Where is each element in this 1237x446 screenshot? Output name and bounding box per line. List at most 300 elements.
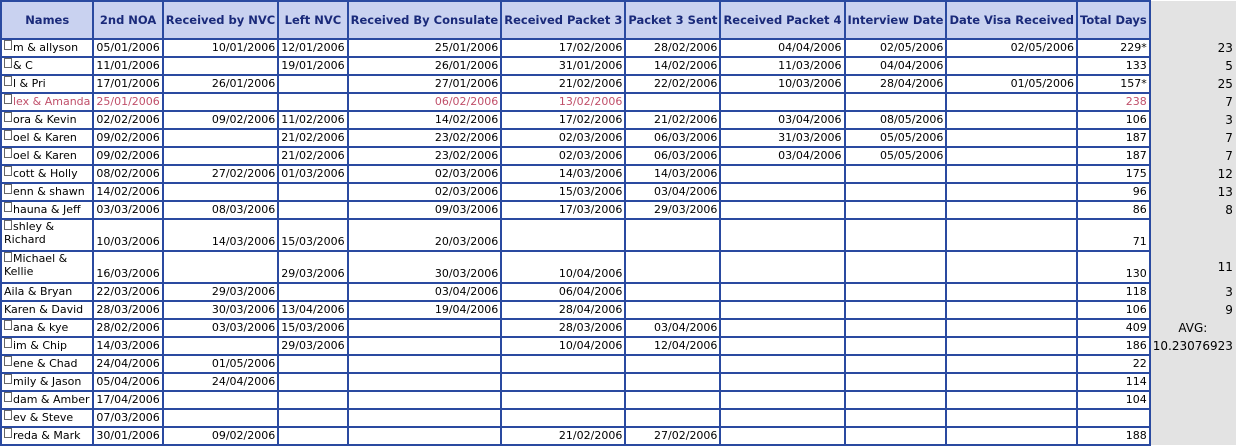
header-date-visa-received[interactable]: Date Visa Received bbox=[946, 1, 1077, 39]
cell-p4[interactable] bbox=[720, 319, 844, 337]
cell-side-value[interactable]: 25 bbox=[1150, 75, 1236, 93]
cell-noa[interactable]: 16/03/2006 bbox=[93, 251, 162, 283]
cell-total[interactable]: 86 bbox=[1077, 201, 1150, 219]
cell-visa[interactable] bbox=[946, 93, 1077, 111]
cell-name-text: enn & shawn bbox=[13, 185, 85, 198]
cell-name[interactable] bbox=[1, 301, 93, 319]
header-names[interactable]: Names bbox=[1, 1, 93, 39]
cell-visa[interactable] bbox=[946, 427, 1077, 445]
cell-visa[interactable] bbox=[946, 111, 1077, 129]
cell-name[interactable] bbox=[1, 147, 93, 165]
cell-p3r[interactable] bbox=[501, 409, 625, 427]
cell-cons[interactable]: 27/01/2006 bbox=[348, 75, 502, 93]
cell-nvc[interactable]: 08/03/2006 bbox=[163, 201, 278, 219]
cell-visa[interactable] bbox=[946, 57, 1077, 75]
cell-visa[interactable] bbox=[946, 319, 1077, 337]
cell-cons[interactable]: 02/03/2006 bbox=[348, 183, 502, 201]
cell-total[interactable]: 22 bbox=[1077, 355, 1150, 373]
cell-name[interactable] bbox=[1, 39, 93, 57]
cell-p4[interactable] bbox=[720, 251, 844, 283]
cell-name[interactable] bbox=[1, 183, 93, 201]
cell-cons[interactable]: 30/03/2006 bbox=[348, 251, 502, 283]
cell-cons[interactable]: 19/04/2006 bbox=[348, 301, 502, 319]
cell-side-value[interactable] bbox=[1150, 355, 1236, 373]
cell-noa[interactable]: 11/01/2006 bbox=[93, 57, 162, 75]
cell-left[interactable] bbox=[278, 201, 347, 219]
cell-total[interactable]: 175 bbox=[1077, 165, 1150, 183]
cell-cons[interactable]: 23/02/2006 bbox=[348, 147, 502, 165]
cell-visa[interactable] bbox=[946, 373, 1077, 391]
cell-name-text: Aila & Bryan bbox=[4, 285, 73, 298]
cell-noa[interactable]: 02/02/2006 bbox=[93, 111, 162, 129]
cell-visa[interactable] bbox=[946, 219, 1077, 251]
cell-name[interactable] bbox=[1, 219, 93, 251]
cell-int[interactable] bbox=[845, 201, 947, 219]
cell-p3r[interactable]: 10/04/2006 bbox=[501, 251, 625, 283]
cell-name[interactable] bbox=[1, 165, 93, 183]
cell-side-value[interactable]: 7 bbox=[1150, 129, 1236, 147]
cell-p3r[interactable]: 06/04/2006 bbox=[501, 283, 625, 301]
cell-side-value[interactable]: 3 bbox=[1150, 283, 1236, 301]
cell-cons[interactable] bbox=[348, 337, 502, 355]
cell-name-text: mily & Jason bbox=[13, 375, 82, 388]
cell-name-text: im & Chip bbox=[13, 339, 68, 352]
cell-left[interactable] bbox=[278, 355, 347, 373]
cell-p4[interactable]: 03/04/2006 bbox=[720, 147, 844, 165]
header-left-nvc[interactable]: Left NVC bbox=[278, 1, 347, 39]
cell-p3s[interactable]: 22/02/2006 bbox=[625, 75, 720, 93]
comment-icon bbox=[4, 148, 12, 158]
cell-p4[interactable] bbox=[720, 355, 844, 373]
cell-total[interactable]: 71 bbox=[1077, 219, 1150, 251]
cell-p3r[interactable]: 15/03/2006 bbox=[501, 183, 625, 201]
cell-p3r[interactable] bbox=[501, 219, 625, 251]
cell-side-value[interactable]: 12 bbox=[1150, 165, 1236, 183]
cell-noa[interactable]: 03/03/2006 bbox=[93, 201, 162, 219]
comment-icon bbox=[4, 58, 12, 68]
cell-cons[interactable]: 25/01/2006 bbox=[348, 39, 502, 57]
cell-name-text: oel & Karen bbox=[13, 149, 77, 162]
cell-visa[interactable]: 02/05/2006 bbox=[946, 39, 1077, 57]
cell-side-value[interactable] bbox=[1150, 219, 1236, 251]
cell-int[interactable] bbox=[845, 319, 947, 337]
cell-name-text: shley & Richard bbox=[4, 220, 55, 246]
cell-noa[interactable]: 14/02/2006 bbox=[93, 183, 162, 201]
comment-icon bbox=[4, 202, 12, 212]
cell-int[interactable]: 28/04/2006 bbox=[845, 75, 947, 93]
cell-noa[interactable]: 07/03/2006 bbox=[93, 409, 162, 427]
header-received-by-nvc[interactable]: Received by NVC bbox=[163, 1, 278, 39]
cell-side-value[interactable] bbox=[1150, 373, 1236, 391]
cell-nvc[interactable]: 14/03/2006 bbox=[163, 219, 278, 251]
cell-cons[interactable] bbox=[348, 427, 502, 445]
cell-nvc[interactable] bbox=[163, 337, 278, 355]
cell-int[interactable] bbox=[845, 165, 947, 183]
cell-left[interactable]: 29/03/2006 bbox=[278, 251, 347, 283]
cell-p3s[interactable] bbox=[625, 301, 720, 319]
cell-left[interactable] bbox=[278, 373, 347, 391]
cell-cons[interactable]: 02/03/2006 bbox=[348, 165, 502, 183]
cell-noa[interactable]: 17/01/2006 bbox=[93, 75, 162, 93]
cell-total[interactable] bbox=[1077, 409, 1150, 427]
cell-noa[interactable]: 28/02/2006 bbox=[93, 319, 162, 337]
cell-side-value[interactable]: 10.23076923 bbox=[1150, 337, 1236, 355]
cell-int[interactable] bbox=[845, 183, 947, 201]
cell-noa[interactable]: 09/02/2006 bbox=[93, 147, 162, 165]
cell-left[interactable]: 15/03/2006 bbox=[278, 219, 347, 251]
cell-nvc[interactable]: 30/03/2006 bbox=[163, 301, 278, 319]
cell-side-value[interactable]: AVG: bbox=[1150, 319, 1236, 337]
cell-int[interactable]: 05/05/2006 bbox=[845, 147, 947, 165]
cell-cons[interactable]: 03/04/2006 bbox=[348, 283, 502, 301]
cell-left[interactable] bbox=[278, 283, 347, 301]
cell-left[interactable]: 11/02/2006 bbox=[278, 111, 347, 129]
cell-noa[interactable]: 25/01/2006 bbox=[93, 93, 162, 111]
cell-p4[interactable]: 04/04/2006 bbox=[720, 39, 844, 57]
cell-nvc[interactable] bbox=[163, 129, 278, 147]
cell-p3s[interactable] bbox=[625, 283, 720, 301]
cell-nvc[interactable]: 26/01/2006 bbox=[163, 75, 278, 93]
cell-nvc[interactable]: 24/04/2006 bbox=[163, 373, 278, 391]
cell-p3s[interactable]: 21/02/2006 bbox=[625, 111, 720, 129]
cell-left[interactable] bbox=[278, 75, 347, 93]
cell-p3s[interactable]: 03/04/2006 bbox=[625, 183, 720, 201]
cell-p3r[interactable]: 28/04/2006 bbox=[501, 301, 625, 319]
cell-int[interactable]: 08/05/2006 bbox=[845, 111, 947, 129]
header-interview-date[interactable]: Interview Date bbox=[845, 1, 947, 39]
cell-total[interactable]: 186 bbox=[1077, 337, 1150, 355]
comment-icon bbox=[4, 338, 12, 348]
cell-name-text: ora & Kevin bbox=[13, 113, 77, 126]
cell-total[interactable]: 96 bbox=[1077, 183, 1150, 201]
cell-p3s[interactable]: 06/03/2006 bbox=[625, 129, 720, 147]
table-row bbox=[1, 75, 1236, 93]
cell-left[interactable]: 29/03/2006 bbox=[278, 337, 347, 355]
cell-int[interactable] bbox=[845, 391, 947, 409]
cell-nvc[interactable]: 09/02/2006 bbox=[163, 427, 278, 445]
cell-name[interactable] bbox=[1, 57, 93, 75]
cell-total[interactable]: 229* bbox=[1077, 39, 1150, 57]
cell-p3r[interactable] bbox=[501, 373, 625, 391]
cell-total[interactable]: 114 bbox=[1077, 373, 1150, 391]
cell-name[interactable] bbox=[1, 391, 93, 409]
cell-side-value[interactable]: 3 bbox=[1150, 111, 1236, 129]
cell-noa[interactable]: 09/02/2006 bbox=[93, 129, 162, 147]
cell-cons[interactable]: 20/03/2006 bbox=[348, 219, 502, 251]
cell-total[interactable]: 133 bbox=[1077, 57, 1150, 75]
cell-visa[interactable] bbox=[946, 147, 1077, 165]
cell-left[interactable]: 15/03/2006 bbox=[278, 319, 347, 337]
comment-icon bbox=[4, 252, 12, 262]
cell-nvc[interactable]: 01/05/2006 bbox=[163, 355, 278, 373]
cell-p4[interactable]: 03/04/2006 bbox=[720, 111, 844, 129]
table-row bbox=[1, 373, 1236, 391]
cell-p3s[interactable] bbox=[625, 409, 720, 427]
cell-p3r[interactable] bbox=[501, 355, 625, 373]
cell-total[interactable]: 130 bbox=[1077, 251, 1150, 283]
cell-name-text: l & Pri bbox=[13, 77, 46, 90]
cell-noa[interactable]: 10/03/2006 bbox=[93, 219, 162, 251]
cell-nvc[interactable] bbox=[163, 93, 278, 111]
comment-icon bbox=[4, 184, 12, 194]
cell-int[interactable]: 04/04/2006 bbox=[845, 57, 947, 75]
cell-visa[interactable] bbox=[946, 355, 1077, 373]
cell-total[interactable]: 188 bbox=[1077, 427, 1150, 445]
cell-p3s[interactable]: 14/03/2006 bbox=[625, 165, 720, 183]
cell-int[interactable] bbox=[845, 355, 947, 373]
cell-name[interactable] bbox=[1, 75, 93, 93]
cell-visa[interactable] bbox=[946, 129, 1077, 147]
cell-p3s[interactable]: 29/03/2006 bbox=[625, 201, 720, 219]
table-row bbox=[1, 147, 1236, 165]
cell-name-text: ev & Steve bbox=[13, 411, 74, 424]
cell-total[interactable]: 118 bbox=[1077, 283, 1150, 301]
cell-p3r[interactable]: 17/02/2006 bbox=[501, 111, 625, 129]
cell-int[interactable] bbox=[845, 337, 947, 355]
cell-int[interactable] bbox=[845, 283, 947, 301]
cell-p3r[interactable]: 10/04/2006 bbox=[501, 337, 625, 355]
cell-total[interactable]: 187 bbox=[1077, 129, 1150, 147]
cell-cons[interactable] bbox=[348, 391, 502, 409]
cell-p4[interactable] bbox=[720, 409, 844, 427]
cell-p3r[interactable]: 02/03/2006 bbox=[501, 147, 625, 165]
header-received-by-consulate[interactable]: Received By Consulate bbox=[348, 1, 502, 39]
cell-side-value[interactable]: 7 bbox=[1150, 93, 1236, 111]
cell-nvc[interactable]: 10/01/2006 bbox=[163, 39, 278, 57]
cell-visa[interactable] bbox=[946, 283, 1077, 301]
cell-left[interactable]: 21/02/2006 bbox=[278, 129, 347, 147]
cell-p3s[interactable]: 27/02/2006 bbox=[625, 427, 720, 445]
cell-noa[interactable]: 28/03/2006 bbox=[93, 301, 162, 319]
cell-nvc[interactable] bbox=[163, 391, 278, 409]
cell-name-text: dam & Amber bbox=[13, 393, 90, 406]
cell-left[interactable]: 12/01/2006 bbox=[278, 39, 347, 57]
comment-icon bbox=[4, 130, 12, 140]
cell-cons[interactable] bbox=[348, 355, 502, 373]
cell-p3s[interactable]: 06/03/2006 bbox=[625, 147, 720, 165]
cell-left[interactable] bbox=[278, 93, 347, 111]
cell-p4[interactable] bbox=[720, 219, 844, 251]
cell-p4[interactable]: 10/03/2006 bbox=[720, 75, 844, 93]
cell-name[interactable] bbox=[1, 111, 93, 129]
cell-visa[interactable] bbox=[946, 337, 1077, 355]
cell-name-text: reda & Mark bbox=[13, 429, 81, 442]
table-row bbox=[1, 219, 1236, 251]
cell-nvc[interactable] bbox=[163, 183, 278, 201]
cell-left[interactable]: 01/03/2006 bbox=[278, 165, 347, 183]
cell-side-value[interactable]: 11 bbox=[1150, 251, 1236, 283]
cell-p3s[interactable] bbox=[625, 219, 720, 251]
cell-p4[interactable] bbox=[720, 201, 844, 219]
cell-total[interactable]: 238 bbox=[1077, 93, 1150, 111]
header-packet-3-sent[interactable]: Packet 3 Sent bbox=[625, 1, 720, 39]
cell-nvc[interactable]: 29/03/2006 bbox=[163, 283, 278, 301]
cell-left[interactable] bbox=[278, 409, 347, 427]
cell-visa[interactable]: 01/05/2006 bbox=[946, 75, 1077, 93]
cell-cons[interactable] bbox=[348, 373, 502, 391]
cell-side-value[interactable]: 8 bbox=[1150, 201, 1236, 219]
cell-int[interactable]: 05/05/2006 bbox=[845, 129, 947, 147]
cell-cons[interactable]: 23/02/2006 bbox=[348, 129, 502, 147]
cell-left[interactable] bbox=[278, 391, 347, 409]
cell-p3s[interactable]: 28/02/2006 bbox=[625, 39, 720, 57]
cell-cons[interactable] bbox=[348, 409, 502, 427]
cell-total[interactable]: 157* bbox=[1077, 75, 1150, 93]
cell-side-value[interactable]: 13 bbox=[1150, 183, 1236, 201]
cell-nvc[interactable]: 09/02/2006 bbox=[163, 111, 278, 129]
cell-p3s[interactable]: 14/02/2006 bbox=[625, 57, 720, 75]
cell-side-value[interactable]: 7 bbox=[1150, 147, 1236, 165]
cell-visa[interactable] bbox=[946, 409, 1077, 427]
cell-side-value[interactable]: 5 bbox=[1150, 57, 1236, 75]
cell-name[interactable] bbox=[1, 319, 93, 337]
cell-name-text: Michael & Kellie bbox=[4, 252, 68, 278]
cell-visa[interactable] bbox=[946, 165, 1077, 183]
cell-nvc[interactable]: 27/02/2006 bbox=[163, 165, 278, 183]
cell-int[interactable] bbox=[845, 409, 947, 427]
cell-int[interactable] bbox=[845, 219, 947, 251]
cell-p3r[interactable]: 02/03/2006 bbox=[501, 129, 625, 147]
comment-icon bbox=[4, 392, 12, 402]
cell-name-text: oel & Karen bbox=[13, 131, 77, 144]
cell-int[interactable] bbox=[845, 251, 947, 283]
cell-cons[interactable] bbox=[348, 319, 502, 337]
cell-name[interactable] bbox=[1, 201, 93, 219]
cell-total[interactable]: 187 bbox=[1077, 147, 1150, 165]
cell-side-value[interactable]: 23 bbox=[1150, 39, 1236, 57]
header-total-days[interactable]: Total Days bbox=[1077, 1, 1150, 39]
cell-left[interactable] bbox=[278, 183, 347, 201]
cell-int[interactable]: 02/05/2006 bbox=[845, 39, 947, 57]
header-2nd-noa[interactable]: 2nd NOA bbox=[93, 1, 162, 39]
cell-p4[interactable]: 31/03/2006 bbox=[720, 129, 844, 147]
cell-noa[interactable]: 22/03/2006 bbox=[93, 283, 162, 301]
cell-noa[interactable]: 05/01/2006 bbox=[93, 39, 162, 57]
cell-visa[interactable] bbox=[946, 301, 1077, 319]
cell-visa[interactable] bbox=[946, 391, 1077, 409]
cell-nvc[interactable] bbox=[163, 251, 278, 283]
cell-p3r[interactable]: 13/02/2006 bbox=[501, 93, 625, 111]
cell-p3r[interactable]: 14/03/2006 bbox=[501, 165, 625, 183]
cell-cons[interactable]: 06/02/2006 bbox=[348, 93, 502, 111]
cell-p3s[interactable] bbox=[625, 373, 720, 391]
cell-noa[interactable]: 14/03/2006 bbox=[93, 337, 162, 355]
cell-visa[interactable] bbox=[946, 201, 1077, 219]
cell-total[interactable]: 106 bbox=[1077, 301, 1150, 319]
cell-p3r[interactable] bbox=[501, 391, 625, 409]
cell-nvc[interactable] bbox=[163, 409, 278, 427]
cell-nvc[interactable] bbox=[163, 57, 278, 75]
cell-name[interactable] bbox=[1, 409, 93, 427]
cell-total[interactable]: 104 bbox=[1077, 391, 1150, 409]
cell-total[interactable]: 409 bbox=[1077, 319, 1150, 337]
cell-p4[interactable] bbox=[720, 165, 844, 183]
cell-p4[interactable] bbox=[720, 301, 844, 319]
cell-noa[interactable]: 24/04/2006 bbox=[93, 355, 162, 373]
cell-name[interactable] bbox=[1, 251, 93, 283]
cell-cons[interactable]: 14/02/2006 bbox=[348, 111, 502, 129]
cell-side-value[interactable] bbox=[1150, 409, 1236, 427]
cell-cons[interactable]: 26/01/2006 bbox=[348, 57, 502, 75]
cell-p4[interactable] bbox=[720, 93, 844, 111]
cell-name[interactable] bbox=[1, 427, 93, 445]
cell-nvc[interactable]: 03/03/2006 bbox=[163, 319, 278, 337]
cell-noa[interactable]: 17/04/2006 bbox=[93, 391, 162, 409]
cell-p4[interactable] bbox=[720, 283, 844, 301]
cell-nvc[interactable] bbox=[163, 147, 278, 165]
header-received-packet-3[interactable]: Received Packet 3 bbox=[501, 1, 625, 39]
table-row bbox=[1, 409, 1236, 427]
cell-cons[interactable]: 09/03/2006 bbox=[348, 201, 502, 219]
cell-p4[interactable] bbox=[720, 391, 844, 409]
cell-p3s[interactable] bbox=[625, 251, 720, 283]
cell-side-value[interactable] bbox=[1150, 427, 1236, 445]
cell-noa[interactable]: 05/04/2006 bbox=[93, 373, 162, 391]
cell-p3s[interactable] bbox=[625, 93, 720, 111]
cell-p3s[interactable]: 03/04/2006 bbox=[625, 319, 720, 337]
cell-name[interactable] bbox=[1, 337, 93, 355]
comment-icon bbox=[4, 112, 12, 122]
table-row bbox=[1, 355, 1236, 373]
header-received-packet-4[interactable]: Received Packet 4 bbox=[720, 1, 844, 39]
cell-p3r[interactable]: 28/03/2006 bbox=[501, 319, 625, 337]
cell-name[interactable] bbox=[1, 129, 93, 147]
cell-p3r[interactable]: 31/01/2006 bbox=[501, 57, 625, 75]
table-row bbox=[1, 301, 1236, 319]
cell-visa[interactable] bbox=[946, 251, 1077, 283]
cell-int[interactable] bbox=[845, 93, 947, 111]
table-row bbox=[1, 39, 1236, 57]
cell-visa[interactable] bbox=[946, 183, 1077, 201]
cell-p3s[interactable]: 12/04/2006 bbox=[625, 337, 720, 355]
cell-p4[interactable] bbox=[720, 373, 844, 391]
comment-icon bbox=[4, 94, 12, 104]
cell-name[interactable] bbox=[1, 373, 93, 391]
cell-int[interactable] bbox=[845, 427, 947, 445]
cell-noa[interactable]: 08/02/2006 bbox=[93, 165, 162, 183]
table-row bbox=[1, 183, 1236, 201]
cell-int[interactable] bbox=[845, 301, 947, 319]
cell-name-text: m & allyson bbox=[13, 41, 79, 54]
cell-p4[interactable] bbox=[720, 427, 844, 445]
cell-left[interactable]: 13/04/2006 bbox=[278, 301, 347, 319]
cell-p4[interactable]: 11/03/2006 bbox=[720, 57, 844, 75]
cell-int[interactable] bbox=[845, 373, 947, 391]
cell-name[interactable] bbox=[1, 283, 93, 301]
cell-total[interactable]: 106 bbox=[1077, 111, 1150, 129]
cell-p3s[interactable] bbox=[625, 355, 720, 373]
cell-name[interactable] bbox=[1, 93, 93, 111]
cell-p3s[interactable] bbox=[625, 391, 720, 409]
cell-left[interactable]: 19/01/2006 bbox=[278, 57, 347, 75]
cell-side-value[interactable]: 9 bbox=[1150, 301, 1236, 319]
cell-left[interactable]: 21/02/2006 bbox=[278, 147, 347, 165]
cell-p4[interactable] bbox=[720, 183, 844, 201]
cell-side-value[interactable] bbox=[1150, 391, 1236, 409]
cell-p3r[interactable]: 21/02/2006 bbox=[501, 75, 625, 93]
cell-left[interactable] bbox=[278, 427, 347, 445]
cell-name-text: cott & Holly bbox=[13, 167, 78, 180]
cell-p3r[interactable]: 17/02/2006 bbox=[501, 39, 625, 57]
cell-p3r[interactable]: 17/03/2006 bbox=[501, 201, 625, 219]
comment-icon bbox=[4, 220, 12, 230]
cell-p4[interactable] bbox=[720, 337, 844, 355]
cell-name[interactable] bbox=[1, 355, 93, 373]
cell-name-text: & C bbox=[13, 59, 33, 72]
cell-p3r[interactable]: 21/02/2006 bbox=[501, 427, 625, 445]
comment-icon bbox=[4, 166, 12, 176]
cell-noa[interactable]: 30/01/2006 bbox=[93, 427, 162, 445]
